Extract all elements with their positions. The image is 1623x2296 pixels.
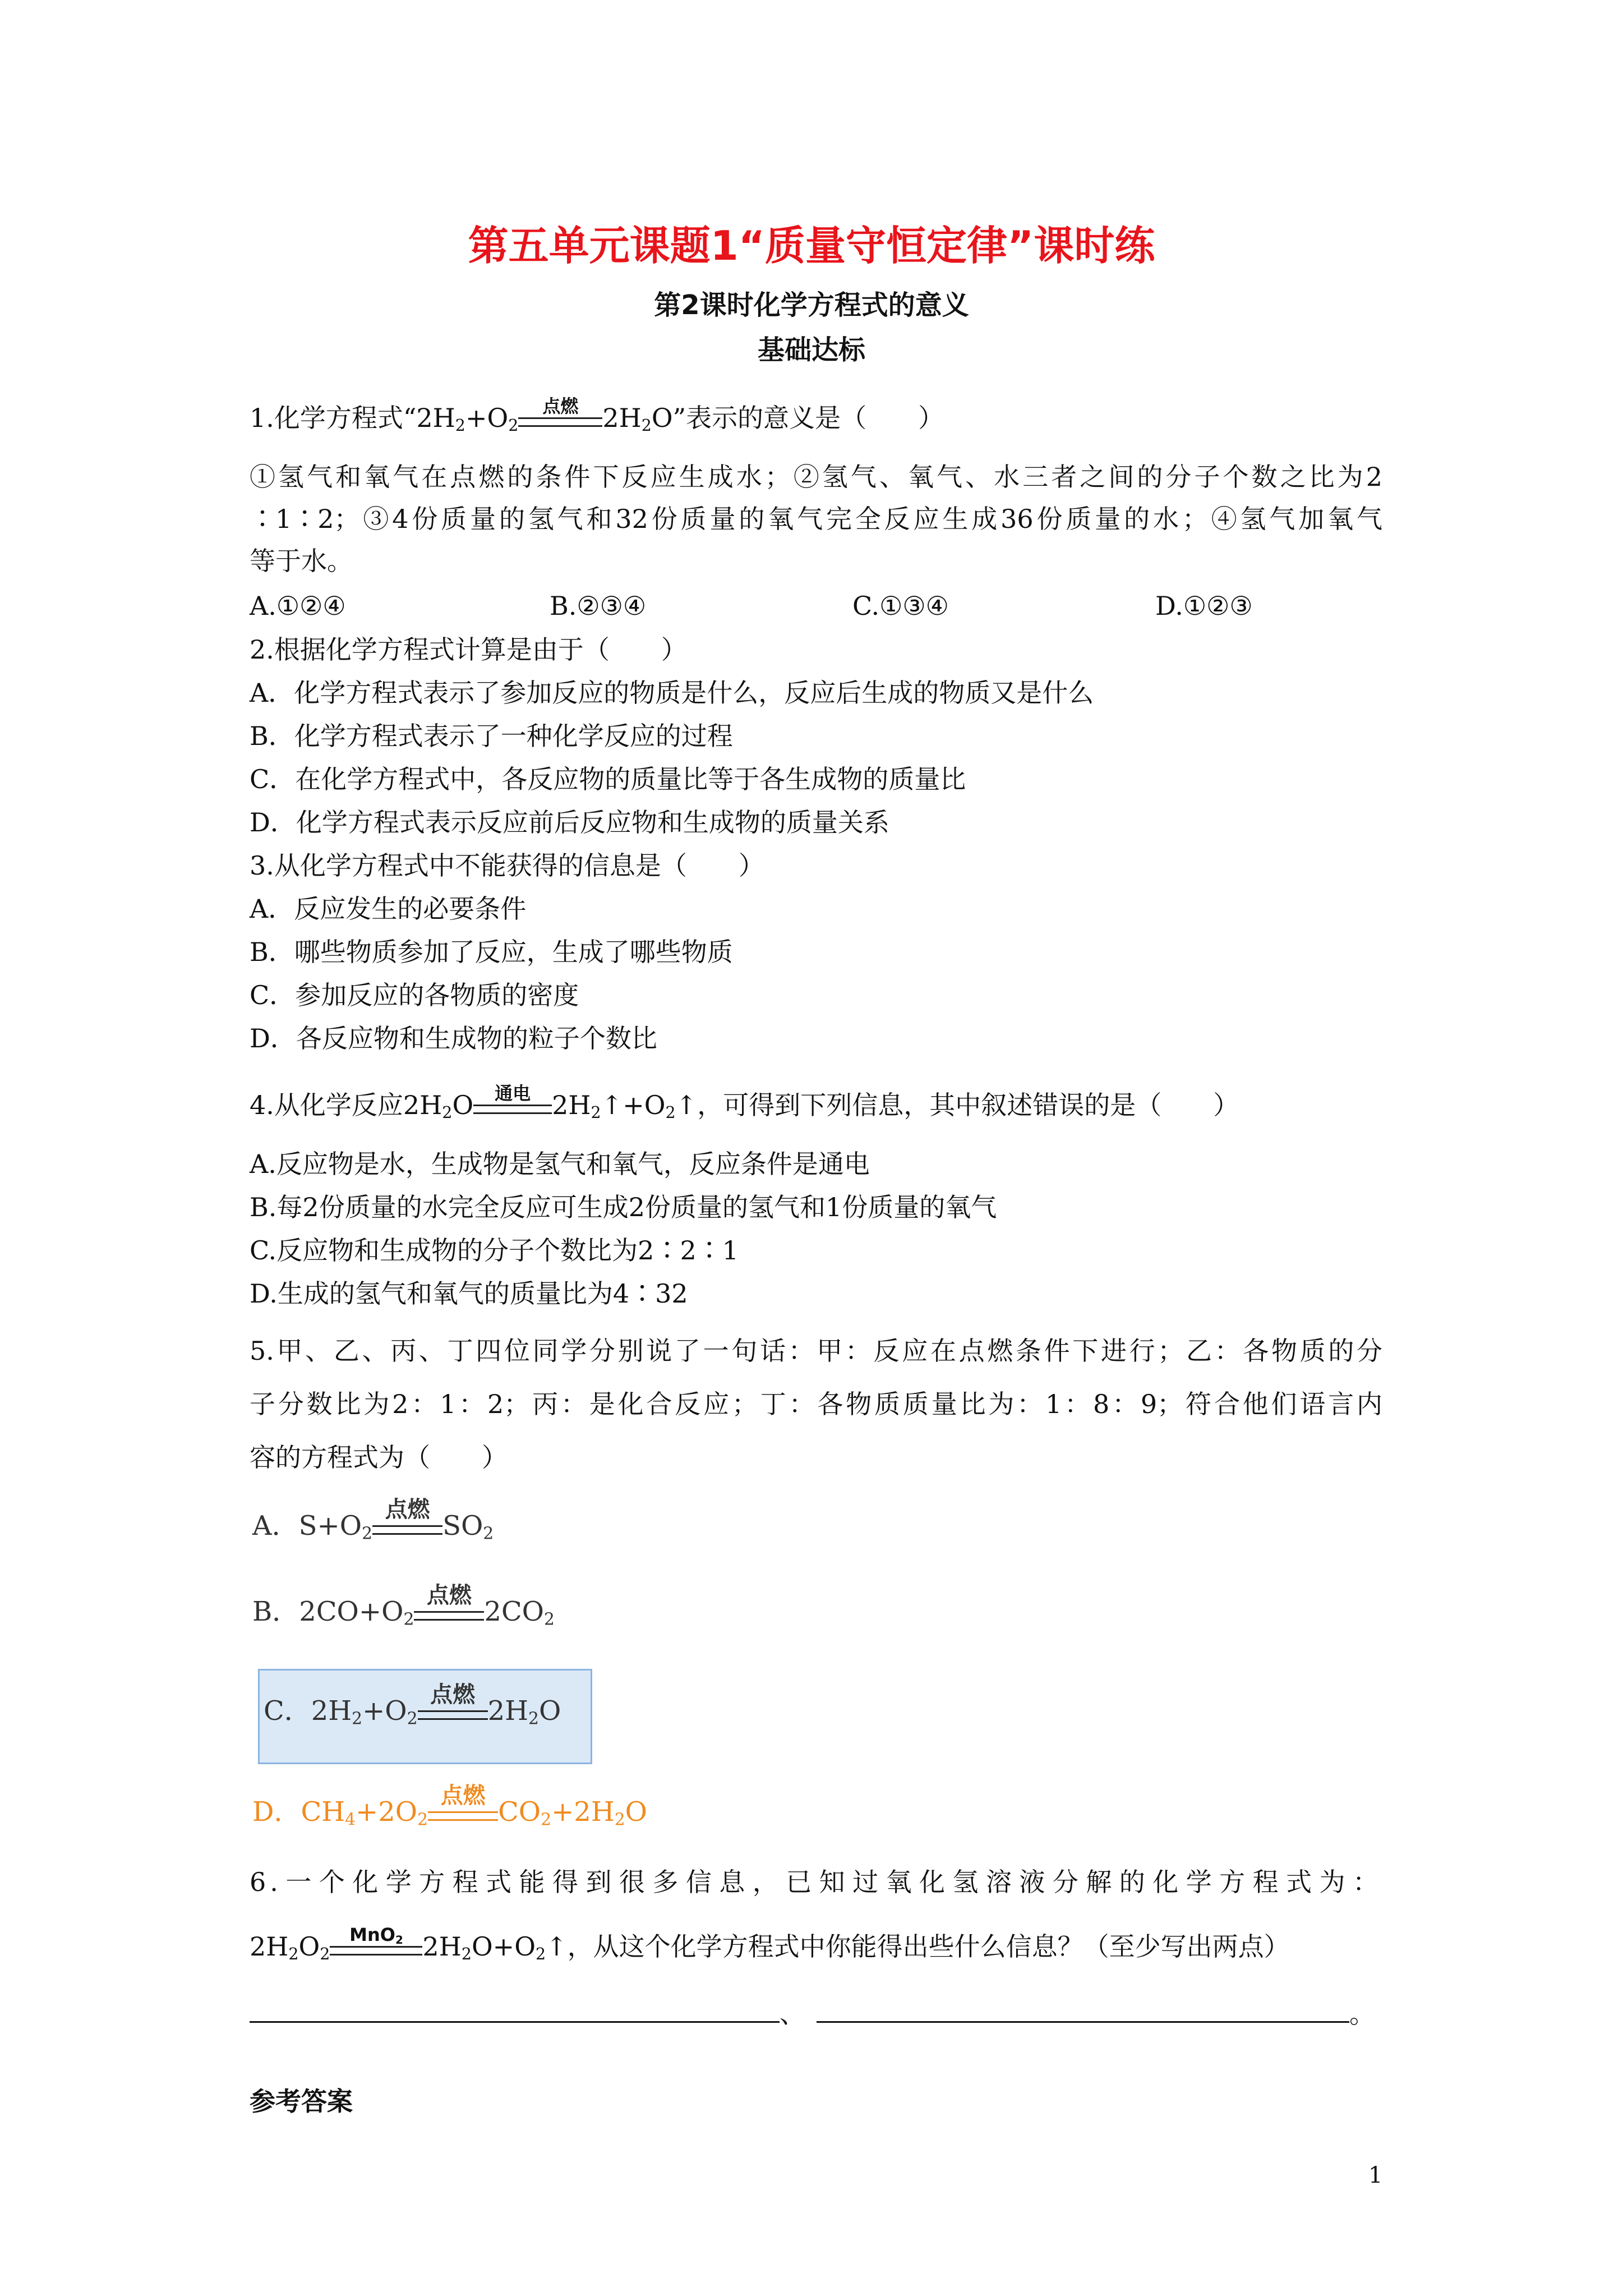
q1-option-c: C.①③④ (852, 591, 949, 621)
q5-line-1: 5.甲、乙、丙、丁四位同学分别说了一句话：甲：反应在点燃条件下进行；乙：各物质的分 (250, 1336, 1382, 1366)
q3-option-c: C．参加反应的各物质的密度 (250, 980, 579, 1010)
page-subtitle: 第2课时化学方程式的意义 (654, 289, 969, 321)
q3-option-b: B．哪些物质参加了反应，生成了哪些物质 (250, 937, 733, 967)
q2-option-a: A．化学方程式表示了参加反应的物质是什么，反应后生成的物质又是什么 (250, 678, 1094, 708)
q5-d-arrow: 点燃 (428, 1808, 498, 1821)
answer-heading: 参考答案 (250, 2086, 353, 2116)
q5-a-arrow: 点燃 (372, 1522, 442, 1535)
q6-line-1: 6.一个化学方程式能得到很多信息，已知过氧化氢溶液分解的化学方程式为： (250, 1867, 1382, 1897)
q5-b-arrow: 点燃 (414, 1608, 484, 1621)
q6-blank-1[interactable] (250, 1999, 780, 2023)
q5-option-d: D．$CH_4+2O_2$ 点燃 $CO_2+2H_2O$ (252, 1783, 647, 1830)
q6-reaction-arrow: MnO$_2$ (330, 1943, 422, 1955)
q2-option-d: D．化学方程式表示反应前后反应物和生成物的质量关系 (250, 807, 889, 838)
q6-answer-blanks: 、 。 (250, 1997, 1375, 2031)
q4-stem: 4.从化学反应$2H_2O$ 通电 $2H_2↑+O_2↑$，可得到下列信息，其中叙述错误的是（ ） (250, 1083, 1239, 1122)
q1-option-b: B.②③④ (550, 591, 647, 621)
q5-c-arrow: 点燃 (418, 1707, 488, 1720)
q4-option-d: D.生成的氢气和氧气的质量比为4∶32 (250, 1278, 688, 1309)
q2-option-b: B．化学方程式表示了一种化学反应的过程 (250, 721, 733, 751)
q4-option-b: B.每2份质量的水完全反应可生成2份质量的氢气和1份质量的氧气 (250, 1192, 997, 1222)
section-heading: 基础达标 (757, 334, 865, 366)
q5-option-c: C．$2H_2+O_2$ 点燃 $2H_2O$ (264, 1682, 561, 1729)
page-number: 1 (1368, 2162, 1383, 2188)
q3-option-a: A．反应发生的必要条件 (250, 894, 527, 924)
q1-option-d: D.①②③ (1155, 591, 1253, 621)
q1-option-a: A.①②④ (250, 591, 346, 621)
q6-line-2: $2H_2O_2$ MnO$_2$ $2H_2O+O_2↑$，从这个化学方程式中你能得出些什么信息？（至少写出两点） (250, 1924, 1290, 1964)
q5-option-b: B．$2CO+O_2$ 点燃 $2CO_2$ (252, 1582, 555, 1630)
q2-option-c: C．在化学方程式中，各反应物的质量比等于各生成物的质量比 (250, 764, 966, 794)
q5-line-2: 子分数比为2：1：2；丙：是化合反应；丁：各物质质量比为：1：8：9；符合他们语言内 (250, 1389, 1382, 1419)
q2-stem: 2.根据化学方程式计算是由于（ ） (250, 634, 687, 665)
q4-option-a: A.反应物是水，生成物是氢气和氧气，反应条件是通电 (250, 1149, 870, 1179)
q1-body-line-1: ①氢气和氧气在点燃的条件下反应生成水；②氢气、氧气、水三者之间的分子个数之比为2 (250, 462, 1382, 492)
q1-stem: 1.化学方程式“$2H_2+O_2$ 点燃 $2H_2O$”表示的意义是（ ） (250, 395, 944, 435)
q1-reaction-arrow: 点燃 (518, 414, 602, 427)
q4-option-c: C.反应物和生成物的分子个数比为2∶2∶1 (250, 1235, 739, 1266)
q1-body-line-2: ∶1∶2；③4份质量的氢气和32份质量的氧气完全反应生成36份质量的水；④氢气加氧气 (250, 504, 1382, 534)
page-title: 第五单元课题1“质量守恒定律”课时练 (468, 222, 1155, 269)
q1-body-line-3: 等于水。 (250, 546, 353, 576)
q5-option-a: A．$S+O_2$ 点燃 $SO_2$ (252, 1497, 494, 1544)
q3-option-d: D．各反应物和生成物的粒子个数比 (250, 1023, 657, 1053)
q5-line-3: 容的方程式为（ ） (250, 1442, 508, 1473)
q3-stem: 3.从化学方程式中不能获得的信息是（ ） (250, 850, 764, 881)
q4-reaction-arrow: 通电 (473, 1101, 552, 1114)
q6-blank-2[interactable] (817, 1999, 1349, 2023)
